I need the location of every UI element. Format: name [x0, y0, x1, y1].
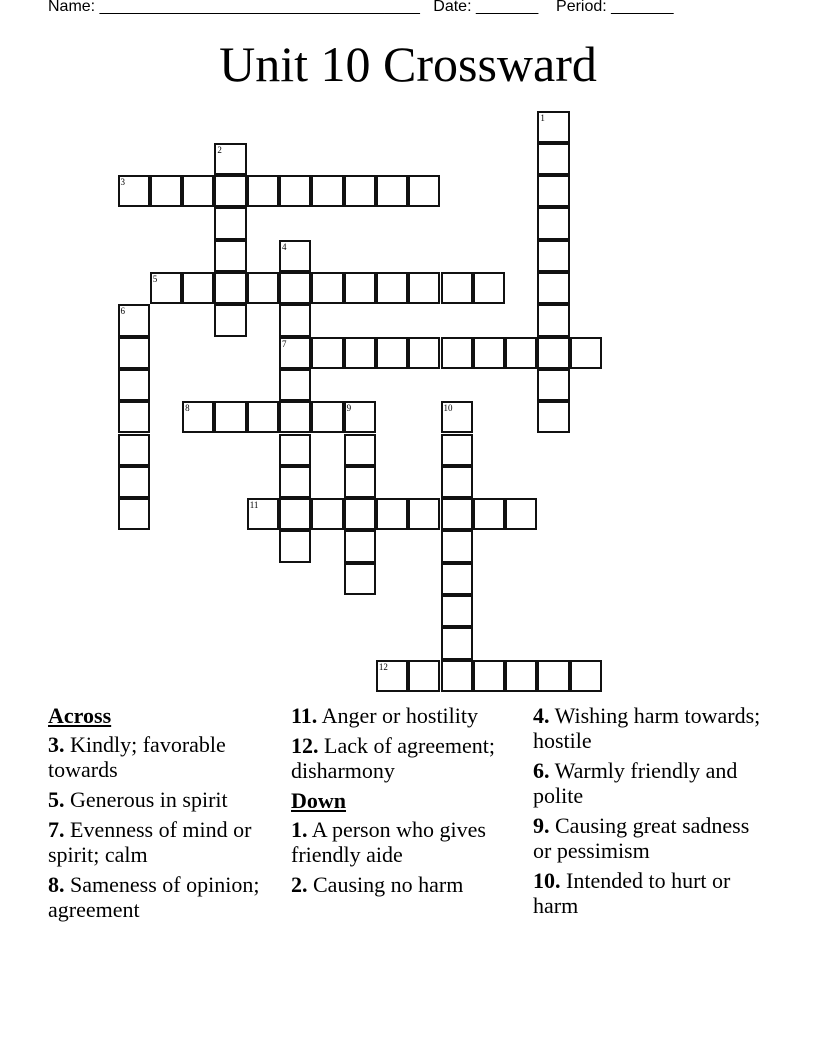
- grid-cell[interactable]: [441, 563, 473, 595]
- clue-number: 8: [185, 403, 190, 414]
- grid-cell[interactable]: [441, 434, 473, 466]
- grid-cell[interactable]: [182, 272, 214, 304]
- grid-cell[interactable]: [247, 175, 279, 207]
- grid-cell[interactable]: [408, 660, 440, 692]
- grid-cell[interactable]: [473, 498, 505, 530]
- grid-cell[interactable]: [279, 401, 311, 433]
- grid-cell[interactable]: [279, 304, 311, 336]
- grid-cell[interactable]: [376, 498, 408, 530]
- clue-number: 6: [120, 306, 125, 317]
- clues-column-3: [533, 703, 773, 923]
- grid-cell[interactable]: [376, 272, 408, 304]
- grid-cell[interactable]: [537, 240, 569, 272]
- grid-cell[interactable]: [279, 175, 311, 207]
- grid-cell[interactable]: [182, 175, 214, 207]
- grid-cell[interactable]: [441, 466, 473, 498]
- grid-cell[interactable]: [344, 337, 376, 369]
- grid-cell[interactable]: [311, 337, 343, 369]
- period-field[interactable]: Period: _______: [556, 0, 674, 15]
- grid-cell[interactable]: [537, 401, 569, 433]
- grid-cell[interactable]: [118, 401, 150, 433]
- clue-number: 4: [282, 241, 287, 252]
- clue-down-9: 9. Causing great sadness or pessimism: [533, 813, 750, 863]
- grid-cell[interactable]: [344, 175, 376, 207]
- grid-cell[interactable]: [376, 337, 408, 369]
- grid-cell[interactable]: [279, 369, 311, 401]
- grid-cell[interactable]: [279, 240, 311, 272]
- grid-cell[interactable]: [247, 498, 279, 530]
- grid-cell[interactable]: [570, 337, 602, 369]
- name-field[interactable]: Name: ____________________________________: [48, 0, 420, 15]
- grid-cell[interactable]: [473, 272, 505, 304]
- grid-cell[interactable]: [408, 175, 440, 207]
- grid-cell[interactable]: [118, 369, 150, 401]
- clue-number: 5: [152, 274, 158, 284]
- grid-cell[interactable]: [344, 530, 376, 562]
- grid-cell[interactable]: [441, 337, 473, 369]
- grid-cell[interactable]: [247, 401, 279, 433]
- grid-cell[interactable]: [537, 272, 569, 304]
- grid-cell[interactable]: [344, 563, 376, 595]
- clue-down-6: 6. Warmly friendly and polite: [533, 758, 738, 808]
- grid-cell[interactable]: [441, 498, 473, 530]
- grid-cell[interactable]: [279, 530, 311, 562]
- clue-down-2: 2. Causing no harm: [291, 872, 464, 897]
- clue-across-3: 3. Kindly; favorable towards: [48, 732, 226, 782]
- grid-cell[interactable]: [214, 401, 246, 433]
- grid-cell[interactable]: [311, 498, 343, 530]
- grid-cell[interactable]: [279, 434, 311, 466]
- across-heading: Across: [48, 703, 112, 728]
- grid-cell[interactable]: [279, 272, 311, 304]
- grid-cell[interactable]: [214, 175, 246, 207]
- clue-number: 9: [346, 403, 352, 414]
- grid-cell[interactable]: [537, 207, 569, 239]
- grid-cell[interactable]: [150, 272, 182, 304]
- grid-cell[interactable]: [473, 660, 505, 692]
- clue-down-4: 4. Wishing harm towards; hostile: [533, 703, 761, 753]
- grid-cell[interactable]: [570, 660, 602, 692]
- clues-column-2: [291, 703, 521, 902]
- clue-down-1: 1. A person who gives friendly aide: [291, 817, 486, 867]
- clue-across-5: 5. Generous in spirit: [48, 787, 228, 812]
- clue-across-11: 11. Anger or hostility: [291, 703, 479, 728]
- grid-cell[interactable]: [344, 272, 376, 304]
- grid-cell[interactable]: [441, 595, 473, 627]
- grid-cell[interactable]: [182, 401, 214, 433]
- grid-cell[interactable]: [441, 401, 473, 433]
- clue-number: 11: [249, 500, 259, 511]
- grid-cell[interactable]: [441, 530, 473, 562]
- grid-cell[interactable]: [344, 498, 376, 530]
- clue-number: 7: [282, 338, 287, 349]
- clue-number: 10: [443, 403, 453, 414]
- grid-cell[interactable]: [344, 466, 376, 498]
- grid-cell[interactable]: [311, 401, 343, 433]
- grid-cell[interactable]: [118, 175, 150, 207]
- grid-cell[interactable]: [408, 272, 440, 304]
- grid-cell[interactable]: [279, 498, 311, 530]
- grid-cell[interactable]: [473, 337, 505, 369]
- grid-cell[interactable]: [505, 498, 537, 530]
- grid-cell[interactable]: [118, 337, 150, 369]
- grid-cell[interactable]: [344, 434, 376, 466]
- grid-cell[interactable]: [214, 143, 246, 175]
- grid-cell[interactable]: [344, 401, 376, 433]
- grid-cell[interactable]: [441, 272, 473, 304]
- grid-cell[interactable]: [279, 337, 311, 369]
- grid-cell[interactable]: [376, 660, 408, 692]
- grid-cell[interactable]: [279, 466, 311, 498]
- grid-cell[interactable]: [505, 337, 537, 369]
- grid-cell[interactable]: [311, 272, 343, 304]
- grid-cell[interactable]: [118, 304, 150, 336]
- grid-cell[interactable]: [505, 660, 537, 692]
- grid-cell[interactable]: [441, 627, 473, 659]
- clue-number: 12: [378, 661, 388, 672]
- clue-across-12: 12. Lack of agreement; disharmony: [291, 733, 496, 783]
- grid-cell[interactable]: [118, 434, 150, 466]
- grid-cell[interactable]: [441, 660, 473, 692]
- clue-across-8: 8. Sameness of opinion; agreement: [48, 872, 260, 922]
- grid-cell[interactable]: [537, 660, 569, 692]
- grid-cell[interactable]: [537, 369, 569, 401]
- page-title: Unit 10 Crossward: [219, 36, 597, 92]
- grid-cell[interactable]: [311, 175, 343, 207]
- grid-cell[interactable]: [537, 175, 569, 207]
- down-heading: Down: [291, 788, 347, 813]
- clue-number: 3: [120, 177, 125, 188]
- grid-cell[interactable]: [537, 111, 569, 143]
- grid-cell[interactable]: [537, 337, 569, 369]
- grid-cell[interactable]: [537, 143, 569, 175]
- grid-cell[interactable]: [118, 498, 150, 530]
- clue-number: 1: [540, 112, 545, 123]
- grid-cell[interactable]: [408, 337, 440, 369]
- clues-column-1: [48, 703, 278, 927]
- grid-cell[interactable]: [214, 304, 246, 336]
- clue-across-7: 7. Evenness of mind or spirit; calm: [48, 817, 252, 867]
- grid-cell[interactable]: [408, 498, 440, 530]
- grid-cell[interactable]: [537, 304, 569, 336]
- clue-down-10: 10. Intended to hurt or harm: [533, 868, 731, 918]
- date-field[interactable]: Date: _______: [433, 0, 539, 15]
- grid-cell[interactable]: [214, 207, 246, 239]
- clue-number: 2: [217, 144, 222, 155]
- grid-cell[interactable]: [118, 466, 150, 498]
- grid-cell[interactable]: [376, 175, 408, 207]
- grid-cell[interactable]: [247, 272, 279, 304]
- grid-cell[interactable]: [214, 240, 246, 272]
- grid-cell[interactable]: [150, 175, 182, 207]
- grid-cell[interactable]: [214, 272, 246, 304]
